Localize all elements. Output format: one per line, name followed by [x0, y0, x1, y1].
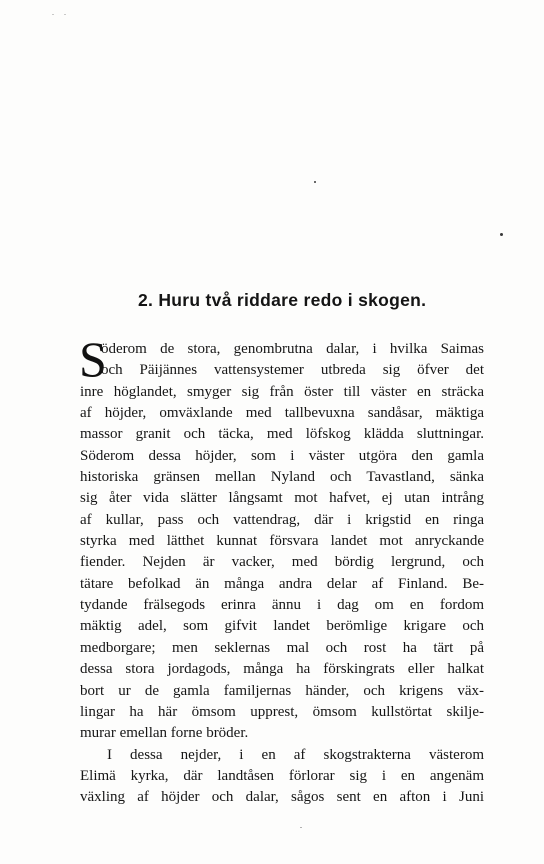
- text-line: dessa stora jordagods, många ha förskingrats eller halkat: [80, 661, 484, 678]
- text-line: och Päijännes vattensystemer utbreda sig öfver det: [101, 362, 484, 379]
- text-line: af höjder, omväxlande med tallbevuxna sandåsar, mäktiga: [80, 405, 484, 422]
- text-line: medborgare; men seklernas mal och rost ha tärt på: [80, 639, 484, 656]
- ink-speck: [314, 181, 316, 183]
- drop-cap-initial: S: [79, 331, 107, 387]
- text-line: mäktig adel, som gifvit landet berömlige krigare och: [80, 618, 484, 635]
- text-line: tätare befolkad än många andra delar af Finland. Be-: [80, 575, 484, 592]
- ink-speck: [64, 14, 66, 15]
- text-line: tydande frälsegods erinra ännu i dag om en fordom: [80, 597, 484, 614]
- text-line: I dessa nejder, i en af skogstrakterna västerom: [107, 746, 484, 763]
- text-line: fiender. Nejden är vacker, med bördig lergrund, och: [80, 554, 484, 571]
- text-line: växling af höjder och dalar, sågos sent en afton i Juni: [80, 789, 484, 806]
- body-text: [79, 331, 484, 809]
- text-line: styrka med lätthet kunnat försvara landet mot anryckande: [80, 533, 484, 550]
- chapter-title: 2. Huru två riddare redo i skogen.: [138, 290, 427, 310]
- ink-speck: [300, 827, 302, 828]
- ink-speck: [500, 233, 503, 236]
- text-line: murar emellan forne bröder.: [80, 725, 249, 742]
- ink-speck: [52, 14, 54, 15]
- text-line: historiska gränsen mellan Nyland och Tavastland, sänka: [80, 469, 484, 486]
- text-line: massor granit och täcka, med löfskog klädda sluttningar.: [80, 426, 484, 443]
- text-line: Elimä kyrka, där landtåsen förlorar sig i en angenäm: [80, 767, 484, 784]
- text-line: bort ur de gamla familjernas händer, och krigens väx-: [80, 682, 484, 699]
- text-line: Söderom dessa höjder, som i väster utgöra den gamla: [80, 447, 484, 464]
- text-line: af kullar, pass och vattendrag, där i krigstid en ringa: [80, 511, 484, 528]
- text-line: sig åter vida slätter långsamt mot hafvet, ej utan intrång: [80, 490, 484, 507]
- text-line: lingar ha här ömsom upprest, ömsom kullstörtat skilje-: [80, 703, 484, 720]
- text-line: öderom de stora, genombrutna dalar, i hvilka Saimas: [101, 341, 484, 357]
- text-line: inre höglandet, smyger sig från öster till väster en sträcka: [80, 383, 484, 400]
